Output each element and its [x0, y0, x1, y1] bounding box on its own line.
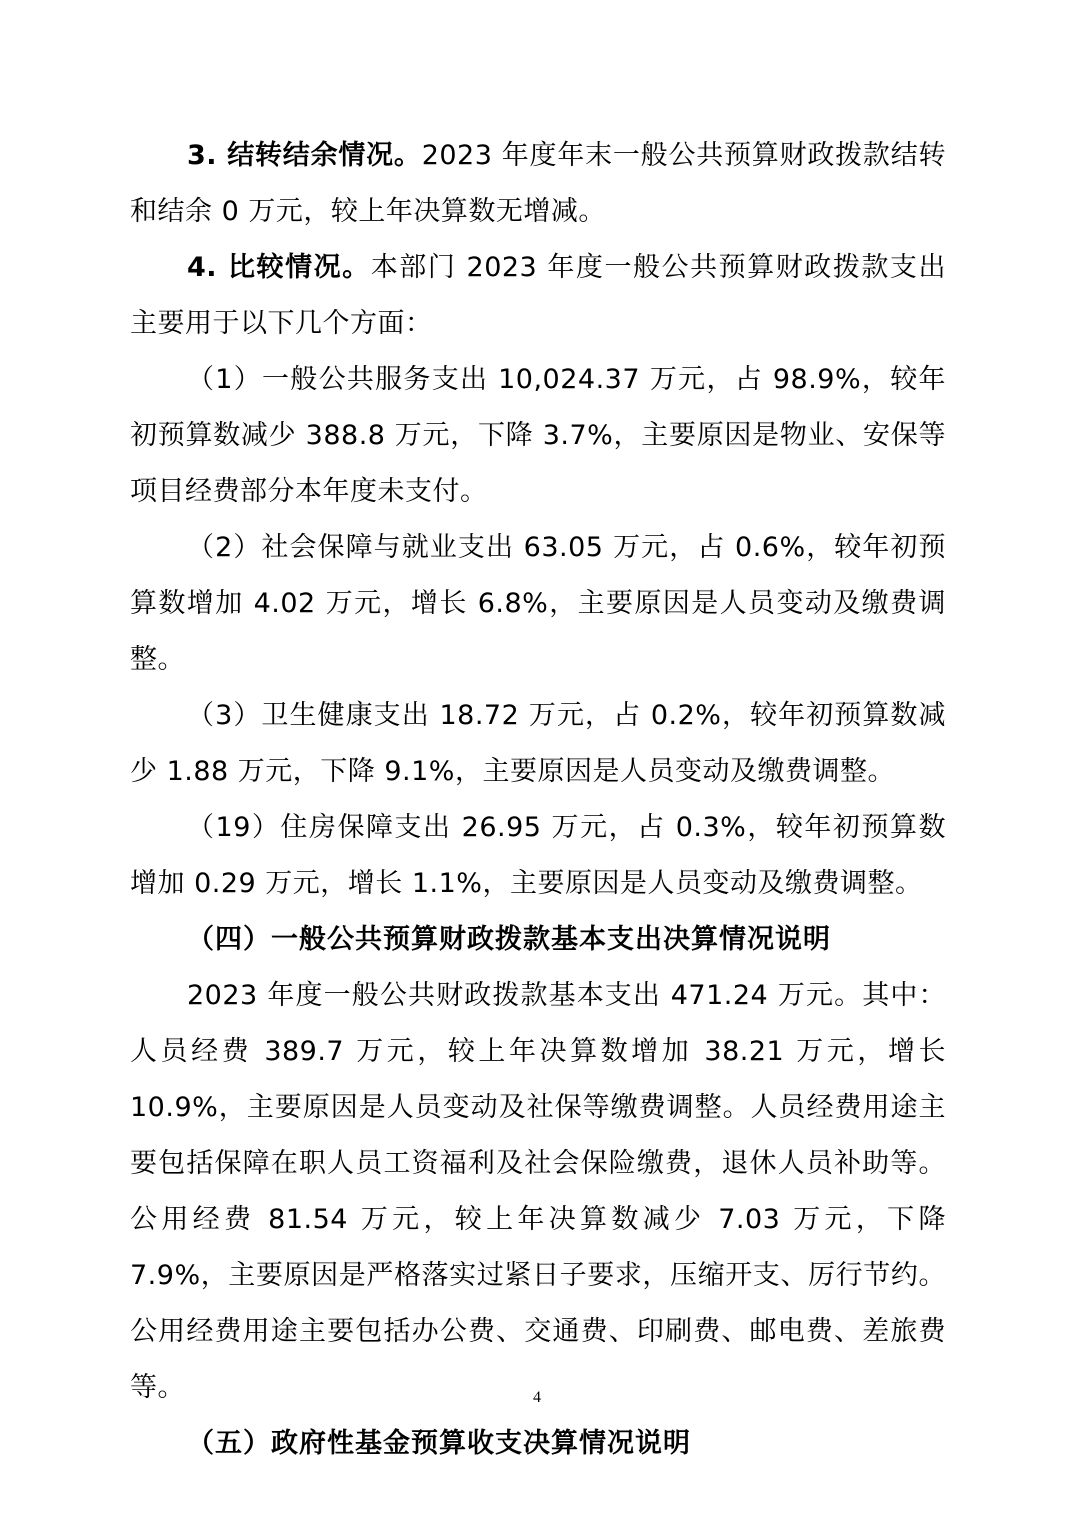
paragraph-text: 本部门 2023 年度一般公共预算财政拨款支出主要用于以下几个方面：: [130, 252, 946, 339]
section-heading-government-fund: （五）政府性基金预算收支决算情况说明: [187, 1428, 691, 1459]
paragraph-lead: 3. 结转结余情况。: [187, 140, 422, 171]
paragraph-text: 2023 年度年末一般公共预算财政拨款结转和结余 0 万元，较上年决算数无增减。: [130, 140, 946, 227]
document-body: [130, 128, 946, 1472]
paragraph-housing: （19）住房保障支出 26.95 万元，占 0.3%，较年初预算数增加 0.29 万元，增长 1.1%，主要原因是人员变动及缴费调整。: [130, 812, 946, 899]
section-heading-basic-expenditure: （四）一般公共预算财政拨款基本支出决算情况说明: [187, 924, 831, 955]
paragraph-general-public-services: （1）一般公共服务支出 10,024.37 万元，占 98.9%，较年初预算数减少 388.8 万元，下降 3.7%，主要原因是物业、安保等项目经费部分本年度未支付。: [130, 364, 946, 507]
page-number: 4: [533, 1389, 541, 1406]
paragraph-social-security: （2）社会保障与就业支出 63.05 万元，占 0.6%，较年初预算数增加 4.02 万元，增长 6.8%，主要原因是人员变动及缴费调整。: [130, 532, 946, 675]
paragraph-comparison: [130, 240, 946, 352]
paragraph-lead: 4. 比较情况。: [187, 252, 371, 283]
paragraph-health: （3）卫生健康支出 18.72 万元，占 0.2%，较年初预算数减少 1.88 万元，下降 9.1%，主要原因是人员变动及缴费调整。: [130, 700, 946, 787]
paragraph-carryover: [130, 128, 946, 240]
paragraph-basic-expenditure: 2023 年度一般公共财政拨款基本支出 471.24 万元。其中：人员经费 389.7 万元，较上年决算数增加 38.21 万元，增长 10.9%，主要原因是人员变动及社保等缴费调整。人员经费用途主要包括保障在职人员工资福利及社会保险缴费，退休人员补助等。公用经费 81.54 万元，较上年决算数减少 7.03 万元，下降 7.9%，主要原因是严格落实过紧日子要求，压缩开支、厉行节约。公用经费用途主要包括办公费、交通费、印刷费、邮电费、差旅费等。: [130, 980, 946, 1403]
